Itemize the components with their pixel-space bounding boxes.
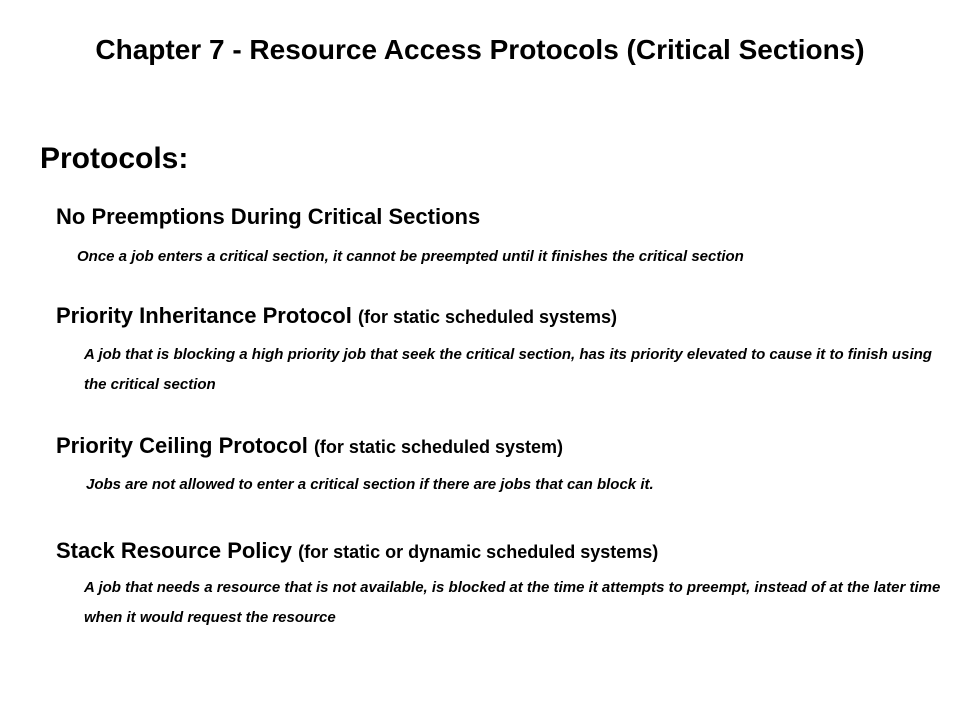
protocol-title: Stack Resource Policy bbox=[56, 538, 293, 563]
protocol-name-stack-resource bbox=[56, 538, 658, 564]
protocol-title: No Preemptions During Critical Sections bbox=[56, 204, 481, 229]
protocol-name-no-preemption bbox=[56, 204, 480, 230]
protocol-title: Priority Ceiling Protocol bbox=[56, 433, 308, 458]
section-heading: Protocols: bbox=[40, 142, 189, 175]
protocol-note: (for static scheduled system) bbox=[313, 437, 564, 457]
protocol-name-priority-inheritance bbox=[56, 303, 617, 329]
protocol-note: (for static scheduled systems) bbox=[357, 307, 618, 327]
protocol-note: (for static or dynamic scheduled systems) bbox=[298, 542, 659, 562]
protocol-description-no-preemption: Once a job enters a critical section, it cannot be preempted until it finishes the critical section bbox=[77, 248, 744, 265]
protocol-description-priority-ceiling: Jobs are not allowed to enter a critical section if there are jobs that can block it. bbox=[86, 476, 654, 493]
protocol-description-priority-inheritance: A job that is blocking a high priority job that seek the critical section, has its priority elevated to cause it to finish using the critical section bbox=[84, 346, 932, 393]
protocol-name-priority-ceiling bbox=[56, 433, 563, 459]
protocol-title: Priority Inheritance Protocol bbox=[56, 303, 352, 328]
page-title: Chapter 7 - Resource Access Protocols (Critical Sections) bbox=[95, 34, 865, 65]
protocol-description-stack-resource: A job that needs a resource that is not available, is blocked at the time it attempts to preempt, instead of at the later time when it would request the resource bbox=[84, 579, 941, 626]
